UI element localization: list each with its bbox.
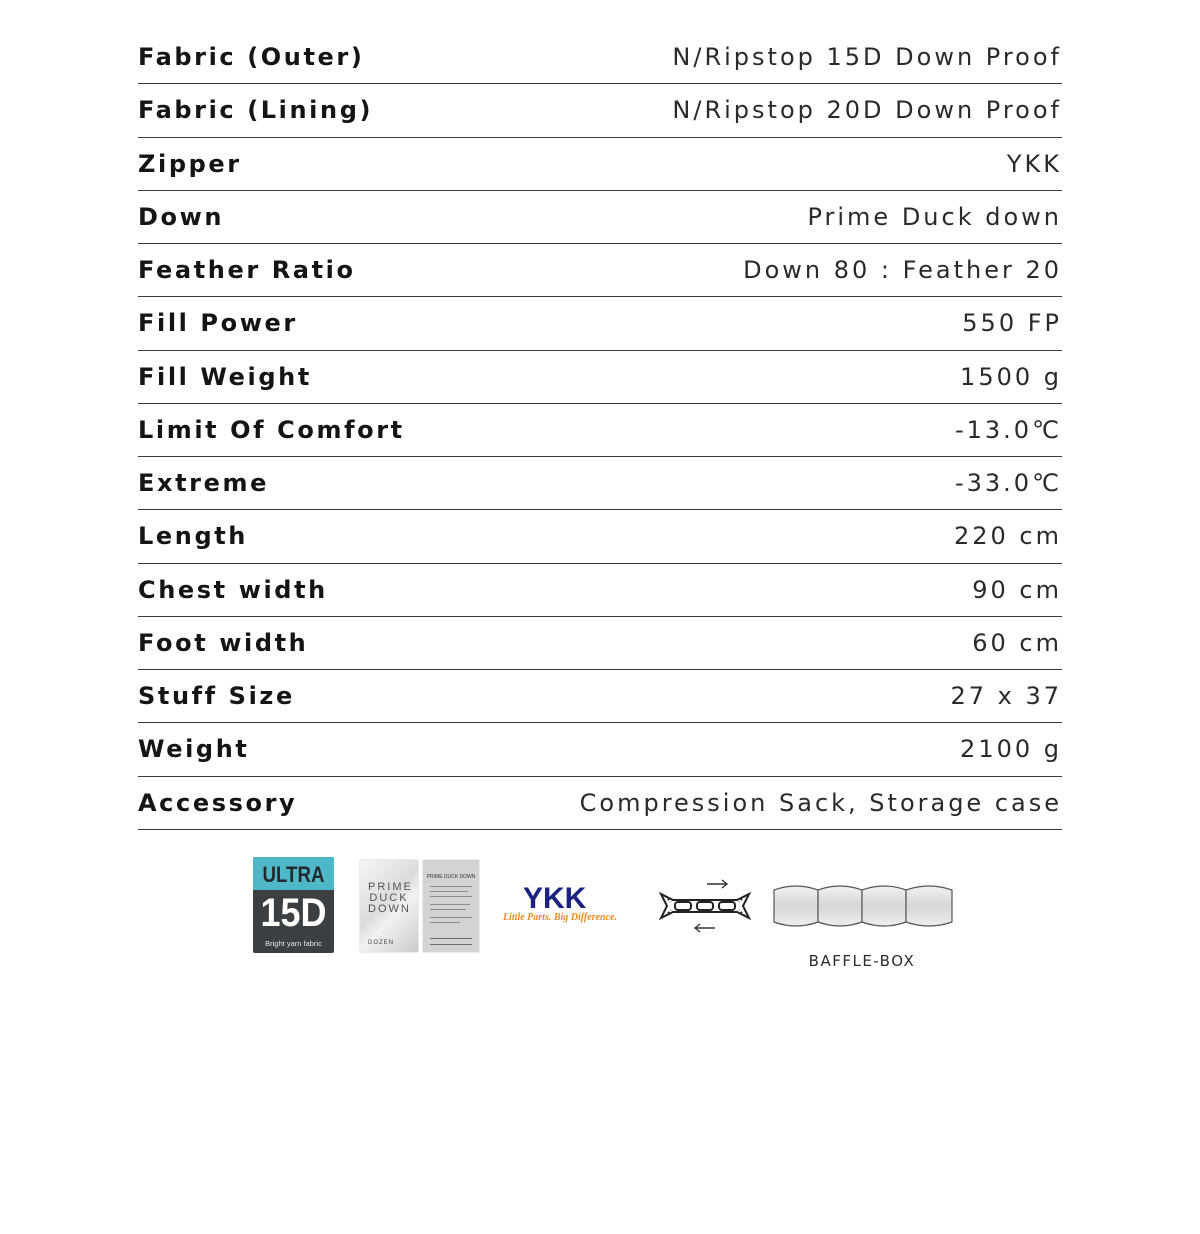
feature-icons	[0, 856, 1200, 986]
spec-value: 550 FP	[962, 309, 1062, 338]
tag-text-line	[430, 896, 472, 897]
spec-label: Extreme	[138, 469, 269, 497]
spec-label: Fabric (Outer)	[138, 43, 365, 71]
tag-title: PRIME DUCK DOWN	[368, 881, 413, 915]
spec-row-stuff-size	[138, 670, 1062, 723]
spec-label: Stuff Size	[138, 682, 295, 710]
spec-row-chest-width	[138, 564, 1062, 617]
spec-value: N/Ripstop 20D Down Proof	[672, 96, 1062, 125]
spec-value: -33.0℃	[954, 469, 1062, 497]
spec-label: Chest width	[138, 575, 328, 604]
spec-row-foot-width	[138, 617, 1062, 670]
tag-text-line	[430, 938, 472, 939]
zipper-body	[661, 894, 749, 918]
tag-text-line	[430, 944, 472, 945]
spec-value: Compression Sack, Storage case	[579, 788, 1062, 817]
two-way-zipper-icon	[657, 876, 753, 936]
spec-row-fabric-outer	[138, 31, 1062, 84]
spec-label: Accessory	[138, 788, 298, 817]
spec-value: N/Ripstop 15D Down Proof	[672, 43, 1062, 71]
ultra-15d-badge-icon	[253, 857, 334, 953]
spec-row-fill-power	[138, 297, 1062, 350]
spec-value: 1500 g	[960, 362, 1062, 391]
spec-value: 220 cm	[953, 522, 1062, 551]
spec-label: Feather Ratio	[138, 256, 356, 284]
baffle-box-icon	[772, 884, 954, 928]
ykk-logo-text: YKK	[523, 882, 587, 915]
spec-value: 2100 g	[960, 735, 1062, 764]
spec-row-accessory	[138, 777, 1062, 830]
spec-row-weight	[138, 723, 1062, 776]
spec-label: Fill Weight	[138, 362, 312, 391]
spec-value: 27 x 37	[950, 682, 1062, 710]
prime-duck-down-tag-icon	[360, 860, 418, 952]
zipper-arrow-right-icon	[707, 880, 727, 888]
spec-row-zipper	[138, 138, 1062, 191]
spec-label: Foot width	[138, 628, 309, 657]
tag-text-line	[430, 886, 472, 887]
spec-label: Length	[138, 522, 248, 551]
spec-table	[138, 31, 1062, 830]
spec-row-feather-ratio	[138, 244, 1062, 297]
spec-label: Limit Of Comfort	[138, 415, 405, 444]
tag-text-line	[430, 904, 470, 905]
spec-value: 90 cm	[972, 575, 1062, 604]
duck-down-tag-back-icon	[423, 860, 479, 952]
zipper-arrow-left-icon	[695, 924, 715, 932]
spec-label: Fabric (Lining)	[138, 96, 374, 125]
ykk-logo-icon	[503, 882, 643, 930]
spec-row-fabric-lining	[138, 84, 1062, 137]
spec-label: Down	[138, 202, 225, 231]
tag-text-line	[430, 922, 460, 923]
spec-row-extreme	[138, 457, 1062, 510]
spec-row-fill-weight	[138, 351, 1062, 404]
spec-value: YKK	[1006, 149, 1062, 178]
spec-value: -13.0℃	[954, 415, 1062, 444]
spec-label: Weight	[138, 735, 250, 764]
spec-value: Down 80 : Feather 20	[743, 256, 1062, 284]
tag-text-line	[430, 909, 466, 910]
spec-row-down	[138, 191, 1062, 244]
spec-value: 60 cm	[972, 628, 1062, 657]
ykk-tagline: Little Parts. Big Difference.	[503, 912, 617, 923]
badge-ultra-text: ULTRA	[262, 862, 325, 887]
spec-row-length	[138, 510, 1062, 563]
spec-value: Prime Duck down	[807, 202, 1062, 231]
spec-label: Fill Power	[138, 309, 298, 338]
baffle-box-label: BAFFLE-BOX	[808, 952, 916, 970]
tag-text-line	[430, 891, 468, 892]
spec-row-limit-of-comfort	[138, 404, 1062, 457]
tag-text-line	[430, 917, 472, 918]
badge-15d-text: 15D	[260, 891, 327, 935]
tag-back-title: PRIME DUCK DOWN	[426, 874, 476, 880]
tag-brand: DOZEN	[368, 940, 394, 946]
spec-label: Zipper	[138, 149, 242, 178]
badge-sub-text: Bright yarn fabric	[265, 939, 322, 948]
